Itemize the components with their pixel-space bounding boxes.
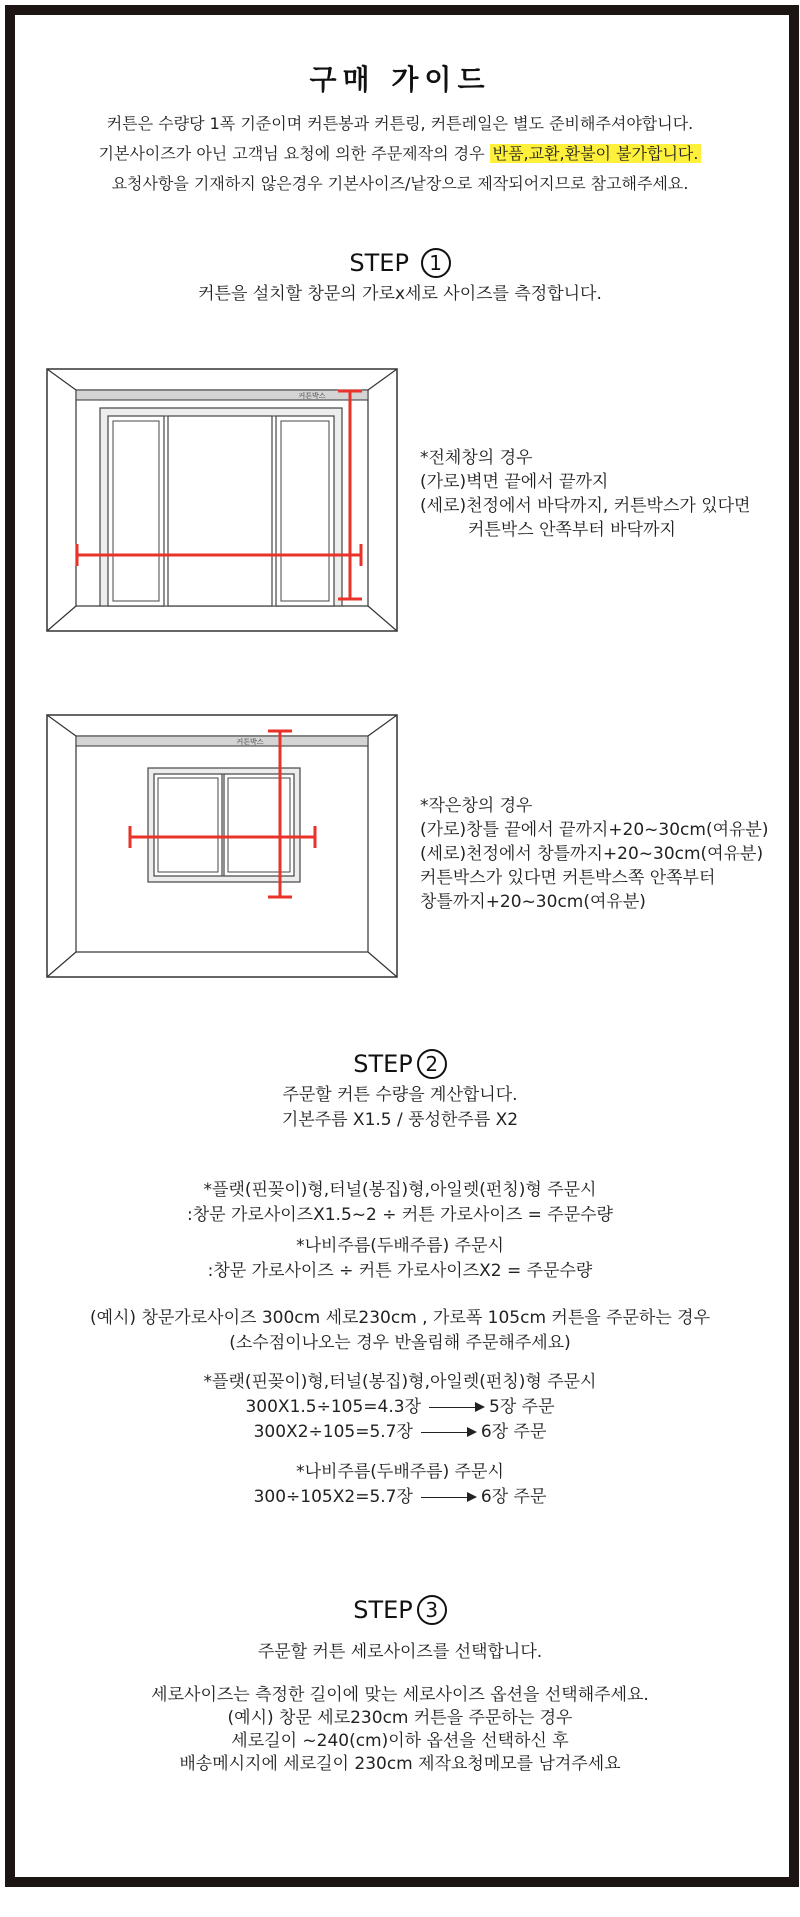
curtain-box-label-2: 커튼박스	[236, 738, 264, 746]
small-window-description	[420, 794, 768, 914]
arrow-icon	[421, 1497, 475, 1498]
full-window-description	[420, 446, 750, 542]
step2-subtitle-2: 기본주름 X1.5 / 풍성한주름 X2	[281, 1110, 519, 1130]
formula2-title: *나비주름(두배주름) 주문시	[296, 1236, 504, 1256]
intro-line-2-text: 기본사이즈가 아닌 고객님 요청에 의한 주문제작의 경우	[98, 144, 490, 163]
full-window-line-3: (세로)천정에서 바닥까지, 커튼박스가 있다면	[420, 496, 751, 516]
formula2: :창문 가로사이즈 ÷ 커튼 가로사이즈X2 = 주문수량	[207, 1261, 593, 1281]
example-line-1: (예시) 창문가로사이즈 300cm 세로230cm , 가로폭 105cm 커튼을 주문하는 경우	[89, 1308, 711, 1328]
intro-line-1: 커튼은 수량당 1폭 기준이며 커튼봉과 커튼링, 커튼레일은 별도 준비해주셔야합니다.	[106, 114, 694, 133]
step1-heading	[0, 248, 800, 278]
example2-result: 6장 주문	[480, 1487, 547, 1507]
step3-line-2: (예시) 창문 세로230cm 커튼을 주문하는 경우	[227, 1708, 573, 1728]
example1-title: *플랫(핀꽂이)형,터널(봉집)형,아일렛(펀칭)형 주문시	[203, 1372, 597, 1392]
step1-number: 1	[421, 248, 451, 278]
full-window-line-4: 커튼박스 안쪽부터 바닥까지	[468, 520, 676, 540]
full-window-diagram	[46, 368, 398, 632]
small-window-line-5: 창틀까지+20~30cm(여유분)	[420, 892, 646, 912]
example2-calc	[0, 1485, 800, 1509]
full-window-line-1: *전체창의 경우	[420, 448, 533, 468]
step2-number: 2	[417, 1049, 447, 1079]
step2-heading	[0, 1049, 800, 1079]
small-window-line-1: *작은창의 경우	[420, 796, 533, 816]
arrow-icon	[421, 1432, 475, 1433]
no-refund-highlight: 반품,교환,환불이 불가합니다.	[490, 144, 702, 163]
intro-line-2	[0, 140, 800, 168]
small-window-diagram	[46, 714, 398, 978]
step3-number: 3	[417, 1595, 447, 1625]
example1-calc-1-text: 300X1.5÷105=4.3장	[245, 1397, 422, 1417]
example2-title: *나비주름(두배주름) 주문시	[296, 1462, 504, 1482]
example1-calc-2-text: 300X2÷105=5.7장	[253, 1422, 413, 1442]
example1-calc-1	[0, 1395, 800, 1419]
step1-subtitle: 커튼을 설치할 창문의 가로x세로 사이즈를 측정합니다.	[198, 284, 602, 304]
small-window-line-4: 커튼박스가 있다면 커튼박스쪽 안쪽부터	[420, 868, 716, 888]
example1-result-1: 5장 주문	[489, 1397, 555, 1417]
step3-line-4: 배송메시지에 세로길이 230cm 제작요청메모를 남겨주세요	[179, 1754, 621, 1774]
full-window-line-2: (가로)벽면 끝에서 끝까지	[420, 472, 609, 492]
intro-line-3: 요청사항을 기재하지 않은경우 기본사이즈/낱장으로 제작되어지므로 참고해주세요.	[111, 174, 689, 193]
step2-label: STEP	[353, 1050, 413, 1078]
curtain-box-label-1: 커튼박스	[298, 392, 326, 400]
small-window-line-2: (가로)창틀 끝에서 끝까지+20~30cm(여유분)	[420, 820, 769, 840]
step3-subtitle: 주문할 커튼 세로사이즈를 선택합니다.	[257, 1642, 543, 1662]
step2-subtitle-1: 주문할 커튼 수량을 계산합니다.	[282, 1085, 518, 1105]
example1-calc-2	[0, 1420, 800, 1444]
example-line-2: (소수점이나오는 경우 반올림해 주문해주세요)	[229, 1333, 571, 1353]
small-window-line-3: (세로)천정에서 창틀까지+20~30cm(여유분)	[420, 844, 764, 864]
step3-heading	[0, 1595, 800, 1625]
step3-line-1: 세로사이즈는 측정한 길이에 맞는 세로사이즈 옵션을 선택해주세요.	[151, 1685, 649, 1705]
formula1-title: *플랫(핀꽂이)형,터널(봉집)형,아일렛(펀칭)형 주문시	[203, 1180, 597, 1200]
step3-line-3: 세로길이 ~240(cm)이하 옵션을 선택하신 후	[231, 1731, 569, 1751]
example1-result-2: 6장 주문	[480, 1422, 547, 1442]
formula1: :창문 가로사이즈X1.5~2 ÷ 커튼 가로사이즈 = 주문수량	[187, 1205, 613, 1225]
step1-label: STEP	[349, 249, 409, 277]
example2-calc-text: 300÷105X2=5.7장	[253, 1487, 413, 1507]
step3-label: STEP	[353, 1596, 413, 1624]
page-title: 구매 가이드	[309, 63, 491, 96]
arrow-icon	[429, 1407, 483, 1408]
